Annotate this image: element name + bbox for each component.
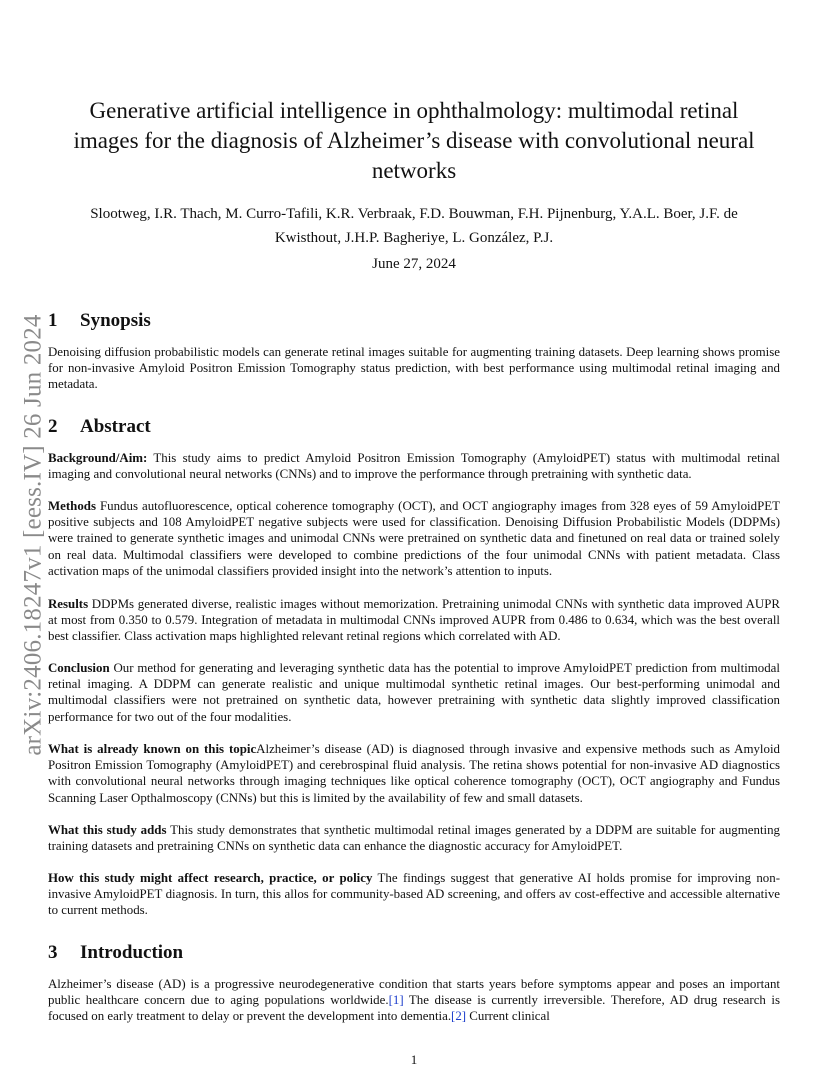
introduction-text-part: Current clinical xyxy=(466,1009,550,1024)
abstract-results xyxy=(48,596,780,645)
author-list: Slootweg, I.R. Thach, M. Curro-Tafili, K.R. Verbraak, F.D. Bouwman, F.H. Pijnenburg, Y.A.L. Boer, J.F. de Kwisthout, J.H.P. Bagheriye, L. González, P.J. xyxy=(90,206,738,246)
citation-link-2[interactable]: [2] xyxy=(451,1009,467,1024)
paper-title: Generative artificial intelligence in ophthalmology: multimodal retinal images for the diagnosis of Alzheimer’s disease with convolutional neural networks xyxy=(73,98,755,183)
abstract-study-adds-label: What this study adds xyxy=(48,823,167,837)
abstract-already-known xyxy=(48,741,780,806)
synopsis-paragraph: Denoising diffusion probabilistic models can generate retinal images suitable for augmenting training datasets. Deep learning shows promise for non-invasive Amyloid Positron Emission Tomography status prediction, with best performance using multimodal retinal imaging and metadata. xyxy=(48,345,780,392)
section-heading-synopsis xyxy=(48,309,151,333)
section-title: Abstract xyxy=(80,416,151,437)
abstract-methods-text: Fundus autofluorescence, optical coherence tomography (OCT), and OCT angiography images from 328 eyes of 59 AmyloidPET positive subjects and 108 AmyloidPET negative subjects were used for classification. Denoising Diffusion Probabilistic Models (DDPMs) were trained to generate synthetic images and unimodal CNNs were pretrained on synthetic data and finetuned on real data or trained solely on real data. Multimodal classifiers were developed to combine predictions of the four unimodal CNNs with patient metadata. Class activation maps of the unimodal classifiers provided insight into the network’s attention to inputs. xyxy=(48,499,780,578)
section-number: 3 xyxy=(48,942,58,963)
introduction-text-part: Alzheimer’s disease (AD) is a progressive neurodegenerative condition that starts years before symptoms appear and poses an important public healthcare concern due to aging populations worldwide. xyxy=(48,977,780,1008)
introduction-text-part: The disease is currently irreversible. Therefore, AD drug research is focused on early treatment to delay or prevent the development into dementia. xyxy=(48,993,780,1024)
publication-date: June 27, 2024 xyxy=(372,256,456,272)
abstract-research-impact-text: The findings suggest that generative AI holds promise for improving non-invasive AmyloidPET diagnosis. In turn, this allos for community-based AD screening, and offers av cost-effective and accessible alternative to current methods. xyxy=(48,871,780,918)
abstract-already-known-label: What is already known on this topic xyxy=(48,742,257,756)
section-heading-abstract xyxy=(48,415,151,439)
abstract-methods xyxy=(48,498,780,579)
abstract-conclusion-label: Conclusion xyxy=(48,661,110,675)
abstract-results-label: Results xyxy=(48,597,89,611)
abstract-methods-label: Methods xyxy=(48,499,96,513)
abstract-background xyxy=(48,450,780,482)
section-title: Introduction xyxy=(80,942,184,963)
citation-link-1[interactable]: [1] xyxy=(388,993,404,1008)
arxiv-identifier-text: arXiv:2406.18247v1 [eess.IV] 26 Jun 2024 xyxy=(20,314,47,756)
abstract-background-text: This study aims to predict Amyloid Positron Emission Tomography (AmyloidPET) status with multimodal retinal imaging and convolutional neural networks (CNNs) and to improve the performance through pretraining with synthetic data. xyxy=(48,451,780,482)
abstract-research-impact xyxy=(48,870,780,919)
arxiv-identifier-stamp xyxy=(18,290,50,780)
section-heading-introduction xyxy=(48,941,183,965)
section-number: 2 xyxy=(48,416,58,437)
abstract-background-label: Background/Aim: xyxy=(48,451,148,465)
abstract-study-adds-text: This study demonstrates that synthetic multimodal retinal images generated by a DDPM are suitable for augmenting training datasets and pretraining CNNs on synthetic data can enhance the diagnostic accuracy for AmyloidPET. xyxy=(48,823,780,854)
page-number: 1 xyxy=(410,1052,418,1067)
section-title: Synopsis xyxy=(80,310,151,331)
abstract-conclusion-text: Our method for generating and leveraging synthetic data has the potential to improve AmyloidPET prediction from multimodal retinal imaging. A DDPM can generate realistic and unique multimodal synthetic retinal images. Our best-performing unimodal and multimodal classifiers were not pretrained on synthetic data, however pretraining with synthetic data slightly improved classification performance for two out of the four modalities. xyxy=(48,661,780,724)
abstract-study-adds xyxy=(48,822,780,854)
abstract-research-impact-label: How this study might affect research, practice, or policy xyxy=(48,871,373,885)
abstract-results-text: DDPMs generated diverse, realistic images without memorization. Pretraining unimodal CNNs with synthetic data improved AUPR at most from 0.350 to 0.579. Integration of metadata in multimodal CNNs improved AUPR from 0.486 to 0.634, which was the best overall best classifier. Class activation maps highlighted relevant retinal regions which correlated with AD. xyxy=(48,597,780,644)
section-number: 1 xyxy=(48,310,58,331)
introduction-paragraph xyxy=(48,976,780,1025)
abstract-already-known-text: Alzheimer’s disease (AD) is diagnosed through invasive and expensive methods such as Amyloid Positron Emission Tomography (AmyloidPET) and cerebrospinal fluid analysis. The retina shows potential for non-invasive AD diagnostics with convolutional neural networks through imaging techniques like optical coherence tomography (OCT), OCT angiography and Fundus Scanning Laser Opthalmoscopy (CNNs) but this is limited by the availability of few and small datasets. xyxy=(48,742,780,805)
abstract-conclusion xyxy=(48,660,780,725)
